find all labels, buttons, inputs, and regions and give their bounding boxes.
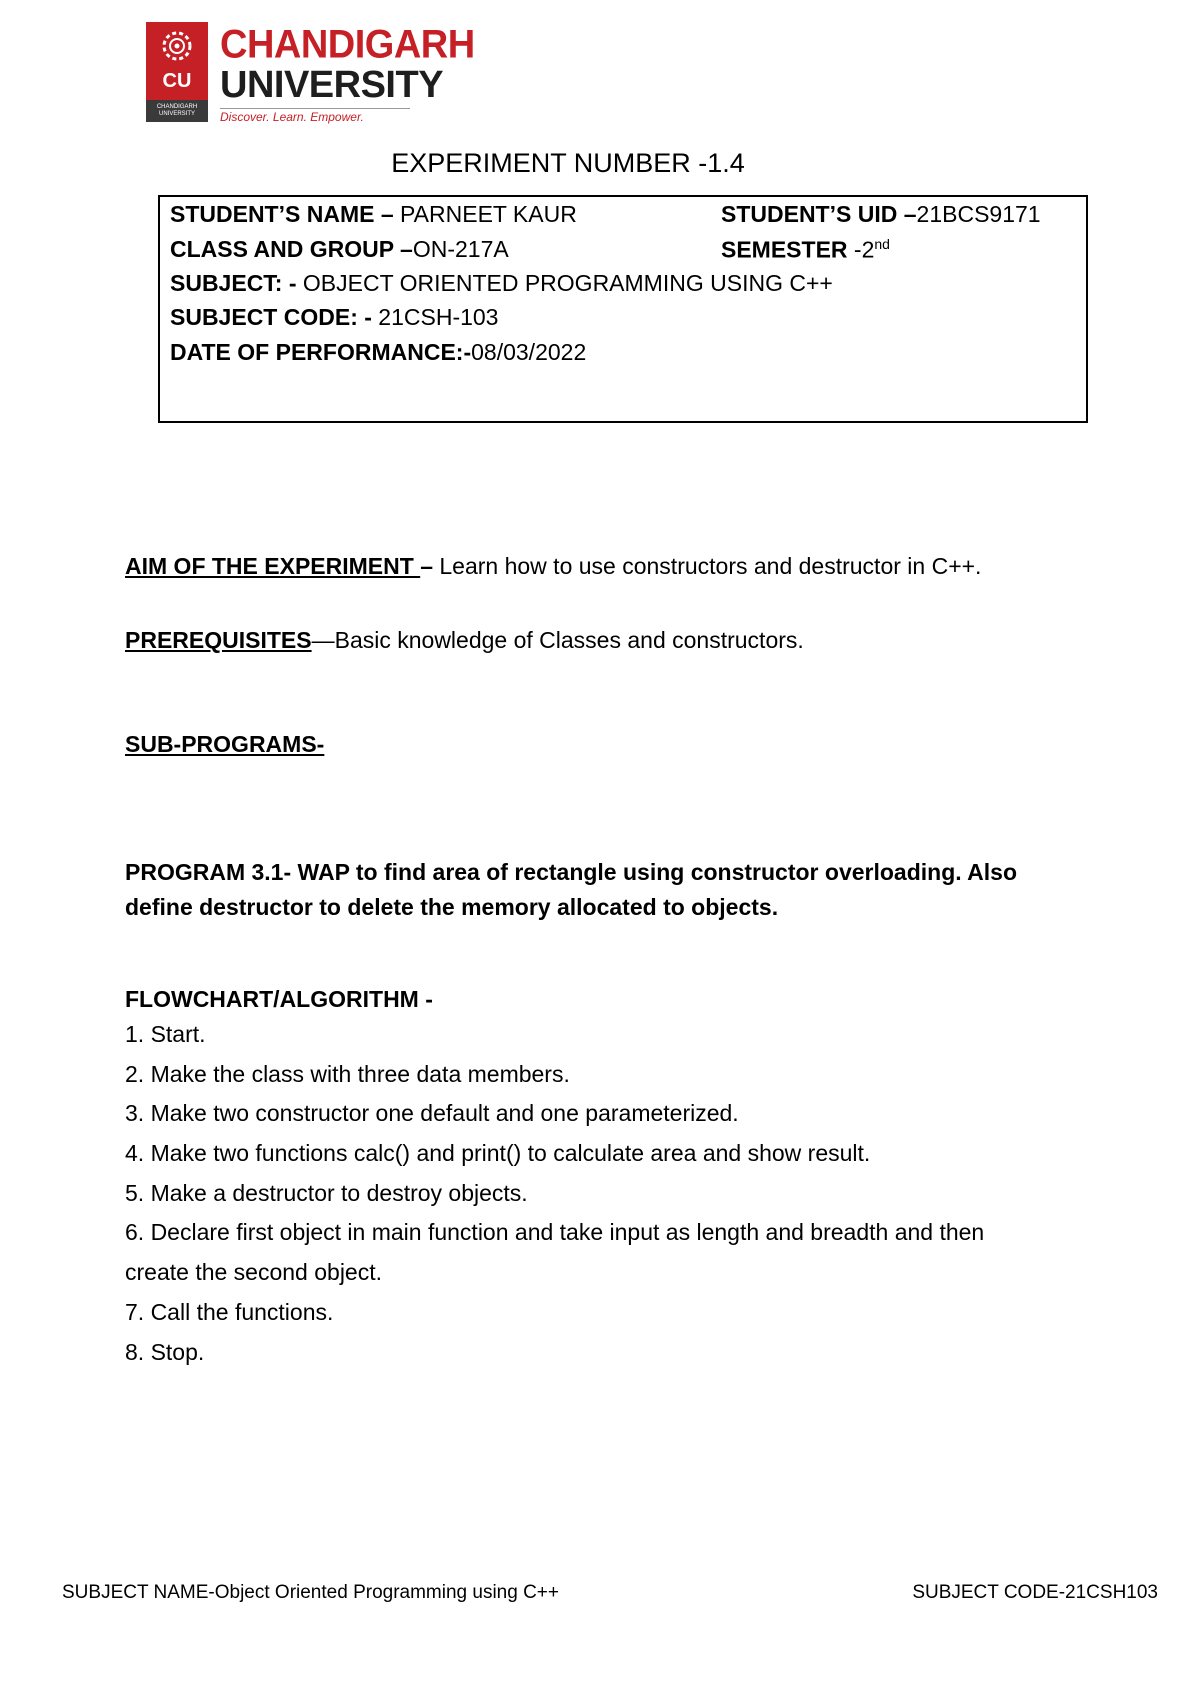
prerequisites-text: —Basic knowledge of Classes and constructors.	[311, 627, 804, 653]
prerequisites-paragraph	[125, 627, 804, 654]
subprograms-heading: SUB-PROGRAMS-	[125, 731, 325, 757]
student-info-box	[158, 195, 1088, 423]
aim-paragraph	[125, 553, 981, 580]
footer-subject-code: SUBJECT CODE-21CSH103	[912, 1582, 1158, 1603]
student-name-row	[170, 201, 577, 228]
algorithm-step-continuation: create the second object.	[125, 1259, 382, 1285]
algorithm-step: 1. Start.	[125, 1021, 206, 1047]
algorithm-step: 5. Make a destructor to destroy objects.	[125, 1180, 528, 1206]
university-logo	[146, 22, 475, 126]
student-uid-label: STUDENT’S UID –	[721, 201, 917, 227]
logo-cu-text: CU	[162, 70, 192, 92]
subject-code-value: 21CSH-103	[371, 304, 499, 330]
logo-line2: UNIVERSITY	[220, 64, 444, 106]
student-uid-value: 21BCS9171	[916, 201, 1041, 227]
flowchart-heading: FLOWCHART/ALGORITHM -	[125, 986, 433, 1012]
algorithm-step: 8. Stop.	[125, 1339, 205, 1365]
aim-dash: –	[420, 553, 433, 579]
logo-emblem	[146, 22, 208, 122]
gear-emblem-icon	[146, 22, 208, 70]
subject-label: SUBJECT: -	[170, 270, 297, 296]
semester-value: -2	[847, 236, 875, 263]
student-name-label: STUDENT’S NAME –	[170, 201, 394, 227]
date-value: 08/03/2022	[471, 339, 587, 365]
algorithm-step: 4. Make two functions calc() and print() to calculate area and show result.	[125, 1140, 871, 1166]
subject-row	[170, 270, 833, 297]
student-name-value: PARNEET KAUR	[393, 201, 577, 227]
subject-code-row	[170, 304, 498, 331]
class-group-row	[170, 236, 509, 263]
class-group-value: ON-217A	[412, 236, 509, 262]
date-row	[170, 339, 586, 366]
class-group-label: CLASS AND GROUP –	[170, 236, 413, 262]
date-label: DATE OF PERFORMANCE:-	[170, 339, 472, 365]
subject-code-label: SUBJECT CODE: -	[170, 304, 372, 330]
footer-subject-name: SUBJECT NAME-Object Oriented Programming using C++	[62, 1582, 559, 1603]
logo-line1: CHANDIGARH	[220, 22, 475, 68]
prerequisites-label: PREREQUISITES	[125, 627, 312, 653]
program-line-2: define destructor to delete the memory allocated to objects.	[125, 894, 779, 920]
logo-tagline: Discover. Learn. Empower.	[220, 110, 364, 124]
semester-label: SEMESTER	[721, 236, 848, 263]
logo-divider	[220, 108, 410, 109]
algorithm-step: 7. Call the functions.	[125, 1299, 334, 1325]
algorithm-step: 3. Make two constructor one default and one parameterized.	[125, 1100, 739, 1126]
experiment-title: EXPERIMENT NUMBER -1.4	[391, 148, 745, 178]
program-line-1: PROGRAM 3.1- WAP to find area of rectangle using constructor overloading. Also	[125, 859, 1018, 885]
aim-text: Learn how to use constructors and destructor in C++.	[432, 553, 982, 579]
logo-mini-text: CHANDIGARH UNIVERSITY	[146, 100, 208, 122]
aim-label: AIM OF THE EXPERIMENT	[125, 553, 421, 579]
semester-row	[721, 236, 890, 264]
semester-suffix: nd	[874, 236, 890, 252]
student-uid-row	[721, 201, 1041, 228]
subject-value: OBJECT ORIENTED PROGRAMMING USING C++	[296, 270, 833, 296]
algorithm-step: 2. Make the class with three data members.	[125, 1061, 570, 1087]
algorithm-step: 6. Declare first object in main function and take input as length and breadth and then	[125, 1219, 985, 1245]
